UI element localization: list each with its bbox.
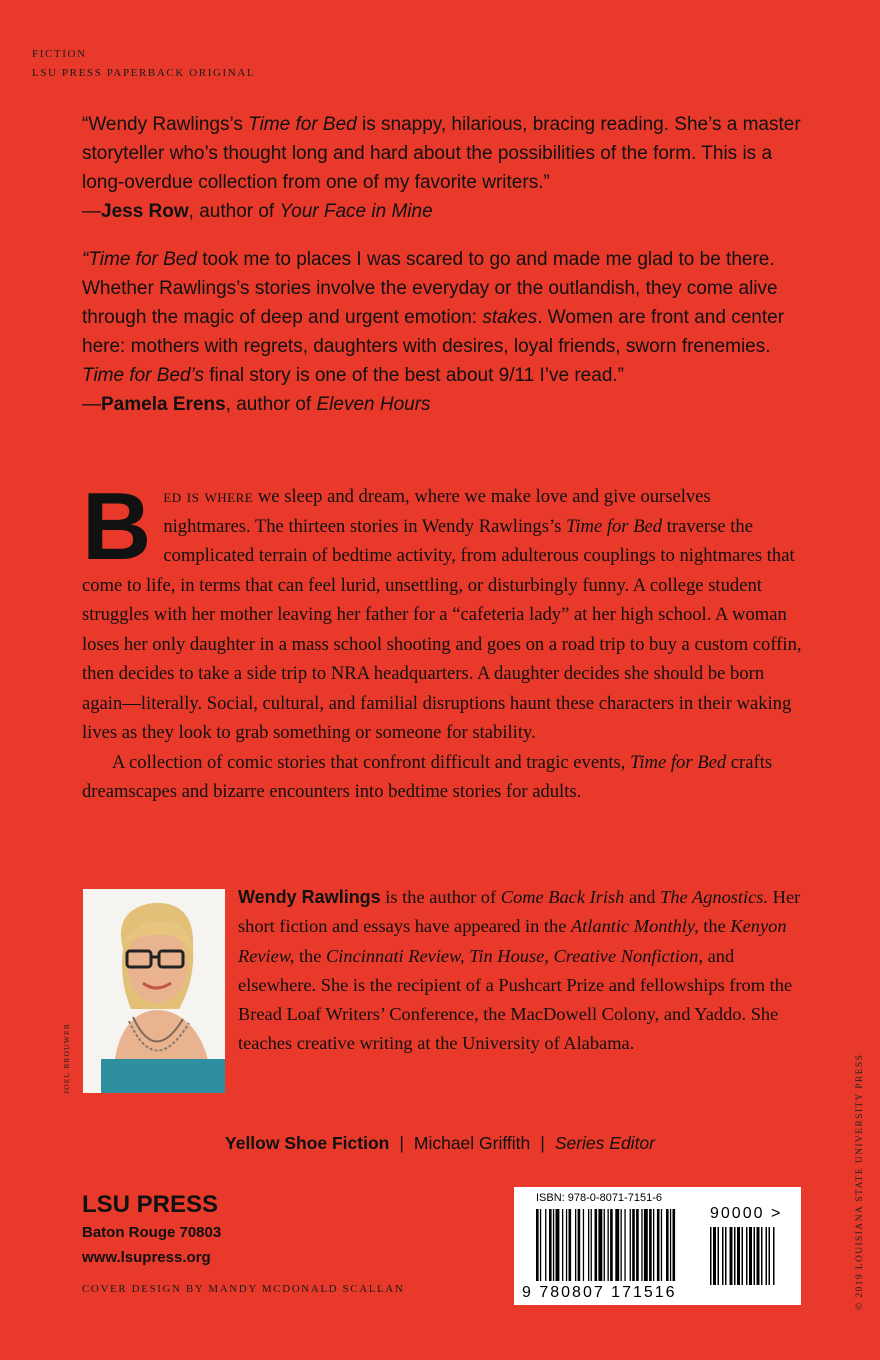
barcode-supplement-bar bbox=[749, 1227, 752, 1285]
barcode-bar bbox=[549, 1209, 552, 1281]
barcode-bar bbox=[604, 1209, 605, 1281]
description-text: we sleep and dream, where we make love and give ourselves nightmares. The thirteen stories in Wendy Rawlings’s bbox=[163, 486, 711, 537]
quote-open: “ bbox=[82, 249, 89, 270]
publisher-block bbox=[82, 1190, 221, 1270]
barcode-supplement-bar bbox=[757, 1227, 760, 1285]
barcode-number: 9 780807 171516 bbox=[522, 1284, 677, 1301]
barcode-supplement-bar bbox=[754, 1227, 756, 1285]
publisher-city: Baton Rouge 70803 bbox=[82, 1224, 222, 1241]
endorsement-1 bbox=[82, 110, 802, 226]
book-description bbox=[82, 473, 802, 807]
author-book: The Agnostics. bbox=[660, 887, 769, 907]
barcode-bar bbox=[569, 1209, 572, 1281]
barcode-bar bbox=[556, 1209, 560, 1281]
barcode-bar bbox=[608, 1209, 609, 1281]
endorser-name: Pamela Erens bbox=[101, 394, 226, 415]
barcode-bar bbox=[653, 1209, 654, 1281]
lead-in: ed is where bbox=[163, 486, 254, 507]
barcode-supplement-bar bbox=[769, 1227, 771, 1285]
barcode-bar bbox=[575, 1209, 576, 1281]
barcode-bar bbox=[545, 1209, 546, 1281]
publisher-url: www.lsupress.org bbox=[82, 1249, 211, 1266]
series-name: Yellow Shoe Fiction bbox=[225, 1133, 390, 1153]
barcode-bar bbox=[670, 1209, 671, 1281]
isbn-label: ISBN: 978-0-8071-7151-6 bbox=[536, 1192, 662, 1204]
endorser-work: Eleven Hours bbox=[316, 394, 431, 415]
attribution-text: , author of bbox=[225, 394, 317, 415]
barcode-bar bbox=[657, 1209, 660, 1281]
barcode bbox=[514, 1187, 801, 1305]
quote-text: took me to places I was scared to go and made me glad to be there. Whether Rawlings’s stories involve the everyday or the outlandish, they come alive through the magic of deep and urgent emotion: bbox=[82, 249, 778, 328]
publisher-name: LSU PRESS bbox=[82, 1191, 219, 1218]
barcode-supplement-bar bbox=[734, 1227, 736, 1285]
author-photo bbox=[83, 889, 225, 1093]
barcode-bar bbox=[562, 1209, 563, 1281]
barcode-supplement-bar bbox=[766, 1227, 768, 1285]
barcode-bar bbox=[661, 1209, 662, 1281]
barcode-bar bbox=[540, 1209, 541, 1281]
bio-text: the bbox=[294, 945, 327, 966]
barcode-supplement-bar bbox=[742, 1227, 744, 1285]
barcode-bar bbox=[644, 1209, 648, 1281]
bio-text: the bbox=[698, 916, 731, 937]
barcode-bar bbox=[566, 1209, 567, 1281]
barcode-bar bbox=[583, 1209, 584, 1281]
barcode-bar bbox=[666, 1209, 669, 1281]
book-title: Time for Bed bbox=[248, 114, 357, 135]
endorser-work: Your Face in Mine bbox=[279, 201, 433, 222]
barcode-bar bbox=[578, 1209, 581, 1281]
quote-text: is snappy, hilarious, bracing reading. She’s a master storyteller who’s thought long and hard about the possibilities of the form. This is a long-overdue collection from one of my favorite writers.” bbox=[82, 114, 801, 193]
edition-label: LSU PRESS PAPERBACK ORIGINAL bbox=[32, 67, 256, 79]
barcode-supplement-bar bbox=[730, 1227, 733, 1285]
magazine-title: Cincinnati Review, Tin House, Creative Nonfiction, bbox=[326, 945, 703, 966]
book-title: Time for Bed’s bbox=[82, 365, 204, 386]
copyright-notice: © 2019 LOUISIANA STATE UNIVERSITY PRESS bbox=[855, 1053, 865, 1310]
barcode-bar bbox=[630, 1209, 631, 1281]
bio-text: and bbox=[624, 887, 661, 907]
book-title: Time for Bed bbox=[88, 249, 197, 270]
bio-text: and elsewhere. She is the recipient of a Pushcart Prize and fellowships from the Bread Loaf Writers’ Conference, the MacDowell Colony, and Yaddo. She teaches creative writing at the University of Alabama. bbox=[238, 945, 793, 1054]
endorsements bbox=[82, 110, 802, 419]
description-text: crafts dreamscapes and bizarre encounters into bedtime stories for adults. bbox=[82, 751, 773, 802]
description-text: traverse the complicated terrain of bedtime activity, from adulterous couplings to nightmares that come to life, in terms that can feel lurid, unsettling, or disturbingly funny. A college student struggles with her mother leaving her father for a “cafeteria lady” at her high school. A woman loses her only daughter in a mass school shooting and goes on a road trip to buy a custom coffin, then decides to take a side trip to NRA headquarters. A daughter decides she should be born again—literally. Social, cultural, and familial disruptions haunt these characters in their waking lives as they look to grab something or someone for stability. bbox=[82, 515, 802, 743]
author-book: Come Back Irish bbox=[500, 887, 625, 907]
attribution-dash: — bbox=[82, 201, 101, 222]
book-title: Time for Bed bbox=[566, 515, 663, 537]
barcode-supplement-bar bbox=[722, 1227, 724, 1285]
magazine-title: Kenyon Review, bbox=[238, 916, 787, 966]
barcode-bar bbox=[615, 1209, 619, 1281]
barcode-supplement-bar bbox=[713, 1227, 716, 1285]
quote-text: final story is one of the best about 9/11 I’ve read.” bbox=[203, 365, 624, 386]
author-name: Wendy Rawlings bbox=[238, 887, 381, 907]
separator: | bbox=[399, 1133, 404, 1153]
series-role: Series Editor bbox=[554, 1133, 655, 1153]
barcode-supplement-bar bbox=[737, 1227, 740, 1285]
cover-design-credit: COVER DESIGN BY MANDY MCDONALD SCALLAN bbox=[82, 1283, 405, 1295]
barcode-supplement-bar bbox=[773, 1227, 775, 1285]
description-text: A collection of comic stories that confront difficult and tragic events, bbox=[112, 751, 631, 773]
bio-text: Her short fiction and essays have appeared in the bbox=[238, 887, 801, 937]
barcode-supplement-bar bbox=[718, 1227, 720, 1285]
bio-text: is the author of bbox=[380, 887, 501, 907]
barcode-bar bbox=[610, 1209, 613, 1281]
separator: | bbox=[540, 1133, 545, 1153]
barcode-bar bbox=[553, 1209, 554, 1281]
barcode-bar bbox=[595, 1209, 598, 1281]
drop-cap: B bbox=[82, 473, 152, 580]
series-line bbox=[0, 1133, 880, 1154]
barcode-bar bbox=[649, 1209, 652, 1281]
barcode-supplement-bar bbox=[761, 1227, 763, 1285]
barcode-bar bbox=[598, 1209, 602, 1281]
price-code: 90000 > bbox=[710, 1205, 783, 1222]
top-labels bbox=[32, 45, 255, 83]
quote-text: “Wendy Rawlings’s bbox=[82, 114, 249, 135]
author-portrait-illustration bbox=[83, 889, 225, 1093]
barcode-supplement-bar bbox=[746, 1227, 748, 1285]
book-title: Time for Bed bbox=[630, 751, 727, 773]
magazine-title: Atlantic Monthly, bbox=[570, 916, 699, 937]
attribution-text: , author of bbox=[188, 201, 280, 222]
barcode-bar bbox=[673, 1209, 676, 1281]
barcode-supplement-bar bbox=[710, 1227, 712, 1285]
quote-emphasis: stakes bbox=[482, 307, 538, 328]
genre-label: FICTION bbox=[32, 48, 87, 60]
barcode-bar bbox=[632, 1209, 635, 1281]
barcode-bar bbox=[621, 1209, 622, 1281]
barcode-bar bbox=[536, 1209, 539, 1281]
series-editor: Michael Griffith bbox=[413, 1133, 531, 1153]
barcode-bar bbox=[624, 1209, 625, 1281]
barcode-bar bbox=[588, 1209, 589, 1281]
endorser-name: Jess Row bbox=[101, 201, 189, 222]
photo-credit: JOEL BROUWER bbox=[62, 1023, 71, 1094]
quote-text: . Women are front and center here: mothers with regrets, daughters with desires, loyal friends, sworn frenemies. bbox=[82, 307, 785, 357]
barcode-supplement-bar bbox=[725, 1227, 727, 1285]
endorsement-2 bbox=[82, 245, 802, 419]
attribution-dash: — bbox=[82, 394, 101, 415]
barcode-bar bbox=[636, 1209, 639, 1281]
author-bio bbox=[238, 883, 802, 1059]
barcode-bar bbox=[641, 1209, 642, 1281]
barcode-bar bbox=[591, 1209, 592, 1281]
